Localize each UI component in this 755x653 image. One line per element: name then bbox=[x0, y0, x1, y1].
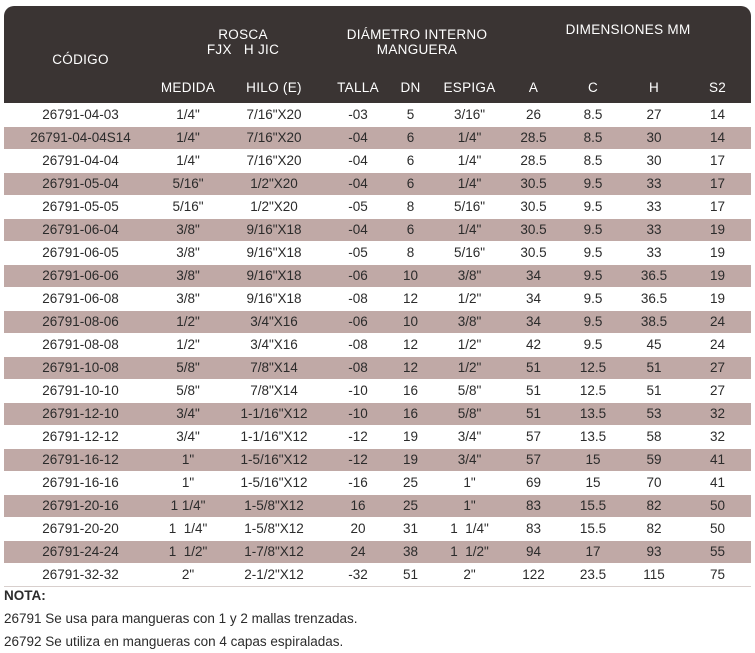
cell-a: 51 bbox=[505, 379, 562, 402]
subheader-a: A bbox=[505, 78, 562, 103]
cell-h: 36.5 bbox=[624, 264, 684, 287]
cell-medida: 1/4" bbox=[157, 103, 219, 126]
cell-hilo: 1-1/16"X12 bbox=[219, 425, 329, 448]
cell-medida: 3/8" bbox=[157, 287, 219, 310]
cell-medida: 1" bbox=[157, 471, 219, 494]
cell-hilo: 7/16"X20 bbox=[219, 149, 329, 172]
cell-codigo: 26791-10-08 bbox=[4, 356, 157, 379]
cell-s2: 14 bbox=[684, 126, 751, 149]
cell-s2: 50 bbox=[684, 517, 751, 540]
table-row bbox=[4, 540, 751, 563]
cell-codigo: 26791-06-06 bbox=[4, 264, 157, 287]
cell-talla: -03 bbox=[329, 103, 387, 126]
table-row bbox=[4, 264, 751, 287]
cell-s2: 41 bbox=[684, 448, 751, 471]
cell-s2: 75 bbox=[684, 563, 751, 587]
cell-a: 42 bbox=[505, 333, 562, 356]
cell-a: 122 bbox=[505, 563, 562, 587]
header-rosca-line1: ROSCA bbox=[218, 27, 268, 42]
notes-section bbox=[4, 584, 357, 653]
cell-codigo: 26791-04-04S14 bbox=[4, 126, 157, 149]
cell-s2: 27 bbox=[684, 356, 751, 379]
header-diametro-line2: MANGUERA bbox=[376, 42, 458, 57]
cell-c: 9.5 bbox=[562, 310, 624, 333]
cell-dn: 25 bbox=[387, 494, 434, 517]
cell-espiga: 5/16" bbox=[434, 195, 505, 218]
cell-s2: 19 bbox=[684, 287, 751, 310]
cell-medida: 5/8" bbox=[157, 356, 219, 379]
cell-espiga: 5/8" bbox=[434, 402, 505, 425]
subheader-c: C bbox=[562, 78, 624, 103]
cell-talla: -08 bbox=[329, 287, 387, 310]
cell-codigo: 26791-10-10 bbox=[4, 379, 157, 402]
cell-c: 9.5 bbox=[562, 172, 624, 195]
cell-talla: -06 bbox=[329, 310, 387, 333]
cell-talla: 20 bbox=[329, 517, 387, 540]
cell-c: 9.5 bbox=[562, 241, 624, 264]
cell-talla: -05 bbox=[329, 241, 387, 264]
cell-espiga: 1 1/2" bbox=[434, 540, 505, 563]
cell-hilo: 7/16"X20 bbox=[219, 126, 329, 149]
cell-medida: 1/2" bbox=[157, 333, 219, 356]
cell-codigo: 26791-06-08 bbox=[4, 287, 157, 310]
cell-medida: 1 1/4" bbox=[157, 517, 219, 540]
cell-hilo: 7/8"X14 bbox=[219, 356, 329, 379]
cell-hilo: 7/8"X14 bbox=[219, 379, 329, 402]
cell-dn: 19 bbox=[387, 425, 434, 448]
cell-talla: -12 bbox=[329, 425, 387, 448]
cell-espiga: 1/2" bbox=[434, 333, 505, 356]
cell-hilo: 1-5/8"X12 bbox=[219, 517, 329, 540]
cell-c: 9.5 bbox=[562, 218, 624, 241]
cell-c: 17 bbox=[562, 540, 624, 563]
cell-hilo: 1/2"X20 bbox=[219, 172, 329, 195]
cell-dn: 31 bbox=[387, 517, 434, 540]
cell-codigo: 26791-08-08 bbox=[4, 333, 157, 356]
subheader-s2: S2 bbox=[684, 78, 751, 103]
cell-dn: 10 bbox=[387, 264, 434, 287]
cell-codigo: 26791-16-16 bbox=[4, 471, 157, 494]
cell-dn: 38 bbox=[387, 540, 434, 563]
cell-c: 9.5 bbox=[562, 287, 624, 310]
cell-medida: 2" bbox=[157, 563, 219, 587]
cell-hilo: 3/4"X16 bbox=[219, 310, 329, 333]
cell-c: 9.5 bbox=[562, 195, 624, 218]
cell-hilo: 7/16"X20 bbox=[219, 103, 329, 126]
cell-talla: -05 bbox=[329, 195, 387, 218]
cell-dn: 6 bbox=[387, 149, 434, 172]
table-row bbox=[4, 402, 751, 425]
cell-talla: -04 bbox=[329, 149, 387, 172]
cell-s2: 41 bbox=[684, 471, 751, 494]
cell-h: 82 bbox=[624, 494, 684, 517]
note-line-1: 26791 Se usa para mangueras con 1 y 2 mallas trenzadas. bbox=[4, 611, 358, 626]
table-row bbox=[4, 425, 751, 448]
cell-codigo: 26791-06-04 bbox=[4, 218, 157, 241]
cell-h: 93 bbox=[624, 540, 684, 563]
header-rosca-line2: FJX H JIC bbox=[206, 42, 280, 57]
cell-espiga: 5/8" bbox=[434, 379, 505, 402]
subheader-medida: MEDIDA bbox=[157, 78, 219, 103]
table-row bbox=[4, 103, 751, 126]
cell-h: 36.5 bbox=[624, 287, 684, 310]
cell-talla: -04 bbox=[329, 218, 387, 241]
table-row bbox=[4, 356, 751, 379]
cell-dn: 16 bbox=[387, 379, 434, 402]
cell-a: 28.5 bbox=[505, 126, 562, 149]
cell-codigo: 26791-05-05 bbox=[4, 195, 157, 218]
subheader-talla: TALLA bbox=[329, 78, 387, 103]
cell-talla: -08 bbox=[329, 356, 387, 379]
cell-dn: 6 bbox=[387, 172, 434, 195]
cell-a: 94 bbox=[505, 540, 562, 563]
cell-espiga: 1/2" bbox=[434, 287, 505, 310]
cell-talla: -16 bbox=[329, 471, 387, 494]
header-diametro bbox=[329, 6, 505, 78]
table-row bbox=[4, 310, 751, 333]
cell-medida: 3/8" bbox=[157, 264, 219, 287]
table-row bbox=[4, 379, 751, 402]
cell-h: 59 bbox=[624, 448, 684, 471]
cell-espiga: 2" bbox=[434, 563, 505, 587]
cell-s2: 19 bbox=[684, 241, 751, 264]
cell-hilo: 1-7/8"X12 bbox=[219, 540, 329, 563]
cell-a: 83 bbox=[505, 517, 562, 540]
cell-talla: -04 bbox=[329, 172, 387, 195]
cell-hilo: 3/4"X16 bbox=[219, 333, 329, 356]
table-row bbox=[4, 287, 751, 310]
subheader-h: H bbox=[624, 78, 684, 103]
cell-codigo: 26791-20-16 bbox=[4, 494, 157, 517]
cell-h: 115 bbox=[624, 563, 684, 587]
table-row bbox=[4, 149, 751, 172]
cell-hilo: 9/16"X18 bbox=[219, 264, 329, 287]
cell-c: 15.5 bbox=[562, 494, 624, 517]
cell-talla: -04 bbox=[329, 126, 387, 149]
cell-h: 58 bbox=[624, 425, 684, 448]
cell-espiga: 1/4" bbox=[434, 126, 505, 149]
header-rosca bbox=[157, 6, 329, 78]
cell-espiga: 1" bbox=[434, 471, 505, 494]
header-codigo: CÓDIGO bbox=[4, 6, 157, 103]
cell-s2: 19 bbox=[684, 218, 751, 241]
cell-a: 83 bbox=[505, 494, 562, 517]
cell-medida: 1/2" bbox=[157, 310, 219, 333]
fittings-table bbox=[4, 6, 751, 587]
cell-a: 28.5 bbox=[505, 149, 562, 172]
cell-c: 15.5 bbox=[562, 517, 624, 540]
cell-dn: 25 bbox=[387, 471, 434, 494]
table-row bbox=[4, 494, 751, 517]
cell-hilo: 9/16"X18 bbox=[219, 241, 329, 264]
table-row bbox=[4, 218, 751, 241]
cell-codigo: 26791-16-12 bbox=[4, 448, 157, 471]
cell-c: 15 bbox=[562, 471, 624, 494]
cell-hilo: 1-5/16"X12 bbox=[219, 471, 329, 494]
cell-talla: -06 bbox=[329, 264, 387, 287]
cell-h: 51 bbox=[624, 356, 684, 379]
cell-medida: 3/8" bbox=[157, 241, 219, 264]
cell-h: 30 bbox=[624, 149, 684, 172]
table-body bbox=[4, 103, 751, 587]
cell-codigo: 26791-04-04 bbox=[4, 149, 157, 172]
cell-dn: 16 bbox=[387, 402, 434, 425]
cell-talla: 16 bbox=[329, 494, 387, 517]
cell-c: 13.5 bbox=[562, 425, 624, 448]
cell-medida: 5/8" bbox=[157, 379, 219, 402]
cell-h: 38.5 bbox=[624, 310, 684, 333]
cell-a: 30.5 bbox=[505, 172, 562, 195]
cell-a: 69 bbox=[505, 471, 562, 494]
cell-h: 70 bbox=[624, 471, 684, 494]
cell-a: 57 bbox=[505, 448, 562, 471]
cell-medida: 3/4" bbox=[157, 402, 219, 425]
cell-espiga: 3/16" bbox=[434, 103, 505, 126]
cell-hilo: 2-1/2"X12 bbox=[219, 563, 329, 587]
cell-hilo: 1-5/8"X12 bbox=[219, 494, 329, 517]
cell-s2: 32 bbox=[684, 425, 751, 448]
cell-a: 30.5 bbox=[505, 241, 562, 264]
table-header bbox=[4, 6, 751, 103]
cell-a: 34 bbox=[505, 310, 562, 333]
cell-medida: 1 1/2" bbox=[157, 540, 219, 563]
cell-talla: -10 bbox=[329, 402, 387, 425]
cell-h: 33 bbox=[624, 195, 684, 218]
cell-codigo: 26791-20-20 bbox=[4, 517, 157, 540]
cell-s2: 55 bbox=[684, 540, 751, 563]
cell-medida: 1" bbox=[157, 448, 219, 471]
cell-h: 53 bbox=[624, 402, 684, 425]
cell-c: 8.5 bbox=[562, 103, 624, 126]
cell-s2: 32 bbox=[684, 402, 751, 425]
cell-a: 51 bbox=[505, 402, 562, 425]
cell-a: 34 bbox=[505, 287, 562, 310]
cell-a: 34 bbox=[505, 264, 562, 287]
cell-dn: 5 bbox=[387, 103, 434, 126]
cell-codigo: 26791-06-05 bbox=[4, 241, 157, 264]
table-row bbox=[4, 448, 751, 471]
header-dimensiones: DIMENSIONES MM bbox=[505, 6, 751, 78]
cell-espiga: 1/4" bbox=[434, 149, 505, 172]
cell-a: 30.5 bbox=[505, 195, 562, 218]
cell-dn: 19 bbox=[387, 448, 434, 471]
cell-medida: 1/4" bbox=[157, 149, 219, 172]
note-line-2: 26792 Se utiliza en mangueras con 4 capas espiraladas. bbox=[4, 634, 344, 649]
cell-hilo: 1-1/16"X12 bbox=[219, 402, 329, 425]
cell-talla: -10 bbox=[329, 379, 387, 402]
cell-h: 33 bbox=[624, 241, 684, 264]
table-row bbox=[4, 241, 751, 264]
cell-talla: -32 bbox=[329, 563, 387, 587]
cell-espiga: 5/16" bbox=[434, 241, 505, 264]
cell-hilo: 1/2"X20 bbox=[219, 195, 329, 218]
cell-espiga: 1/4" bbox=[434, 172, 505, 195]
cell-s2: 14 bbox=[684, 103, 751, 126]
cell-hilo: 9/16"X18 bbox=[219, 287, 329, 310]
cell-h: 33 bbox=[624, 218, 684, 241]
cell-a: 26 bbox=[505, 103, 562, 126]
cell-espiga: 3/4" bbox=[434, 425, 505, 448]
subheader-hilo: HILO (E) bbox=[219, 78, 329, 103]
cell-dn: 6 bbox=[387, 126, 434, 149]
cell-codigo: 26791-04-03 bbox=[4, 103, 157, 126]
cell-dn: 12 bbox=[387, 287, 434, 310]
cell-c: 15 bbox=[562, 448, 624, 471]
table-row bbox=[4, 126, 751, 149]
cell-s2: 24 bbox=[684, 333, 751, 356]
cell-c: 12.5 bbox=[562, 379, 624, 402]
cell-s2: 17 bbox=[684, 172, 751, 195]
cell-dn: 51 bbox=[387, 563, 434, 587]
cell-h: 82 bbox=[624, 517, 684, 540]
cell-hilo: 9/16"X18 bbox=[219, 218, 329, 241]
cell-codigo: 26791-32-32 bbox=[4, 563, 157, 587]
cell-espiga: 1" bbox=[434, 494, 505, 517]
cell-medida: 1 1/4" bbox=[157, 494, 219, 517]
cell-espiga: 1/2" bbox=[434, 356, 505, 379]
cell-talla: -12 bbox=[329, 448, 387, 471]
cell-s2: 50 bbox=[684, 494, 751, 517]
subheader-dn: DN bbox=[387, 78, 434, 103]
cell-dn: 10 bbox=[387, 310, 434, 333]
cell-talla: 24 bbox=[329, 540, 387, 563]
table-row bbox=[4, 333, 751, 356]
subheader-espiga: ESPIGA bbox=[434, 78, 505, 103]
cell-h: 30 bbox=[624, 126, 684, 149]
cell-c: 12.5 bbox=[562, 356, 624, 379]
table-row bbox=[4, 471, 751, 494]
cell-talla: -08 bbox=[329, 333, 387, 356]
cell-espiga: 3/8" bbox=[434, 264, 505, 287]
cell-codigo: 26791-12-12 bbox=[4, 425, 157, 448]
cell-c: 9.5 bbox=[562, 264, 624, 287]
table-row bbox=[4, 195, 751, 218]
notes-title: NOTA: bbox=[4, 588, 46, 603]
cell-c: 23.5 bbox=[562, 563, 624, 587]
cell-espiga: 1/4" bbox=[434, 218, 505, 241]
cell-h: 51 bbox=[624, 379, 684, 402]
cell-dn: 12 bbox=[387, 356, 434, 379]
table-row bbox=[4, 517, 751, 540]
cell-medida: 3/4" bbox=[157, 425, 219, 448]
cell-s2: 24 bbox=[684, 310, 751, 333]
cell-s2: 19 bbox=[684, 264, 751, 287]
cell-medida: 5/16" bbox=[157, 195, 219, 218]
cell-codigo: 26791-24-24 bbox=[4, 540, 157, 563]
cell-s2: 27 bbox=[684, 379, 751, 402]
cell-codigo: 26791-08-06 bbox=[4, 310, 157, 333]
cell-dn: 8 bbox=[387, 195, 434, 218]
cell-medida: 1/4" bbox=[157, 126, 219, 149]
cell-dn: 12 bbox=[387, 333, 434, 356]
cell-espiga: 1 1/4" bbox=[434, 517, 505, 540]
cell-codigo: 26791-05-04 bbox=[4, 172, 157, 195]
cell-medida: 3/8" bbox=[157, 218, 219, 241]
cell-a: 30.5 bbox=[505, 218, 562, 241]
cell-h: 33 bbox=[624, 172, 684, 195]
cell-c: 8.5 bbox=[562, 126, 624, 149]
cell-c: 9.5 bbox=[562, 333, 624, 356]
cell-espiga: 3/8" bbox=[434, 310, 505, 333]
cell-s2: 17 bbox=[684, 195, 751, 218]
cell-medida: 5/16" bbox=[157, 172, 219, 195]
cell-a: 57 bbox=[505, 425, 562, 448]
cell-dn: 8 bbox=[387, 241, 434, 264]
header-diametro-line1: DIÁMETRO INTERNO bbox=[346, 27, 488, 42]
cell-a: 51 bbox=[505, 356, 562, 379]
cell-c: 13.5 bbox=[562, 402, 624, 425]
cell-espiga: 3/4" bbox=[434, 448, 505, 471]
cell-codigo: 26791-12-10 bbox=[4, 402, 157, 425]
cell-c: 8.5 bbox=[562, 149, 624, 172]
cell-s2: 17 bbox=[684, 149, 751, 172]
cell-hilo: 1-5/16"X12 bbox=[219, 448, 329, 471]
table-row bbox=[4, 172, 751, 195]
cell-h: 45 bbox=[624, 333, 684, 356]
cell-h: 27 bbox=[624, 103, 684, 126]
cell-dn: 6 bbox=[387, 218, 434, 241]
fittings-table-container bbox=[4, 6, 751, 587]
